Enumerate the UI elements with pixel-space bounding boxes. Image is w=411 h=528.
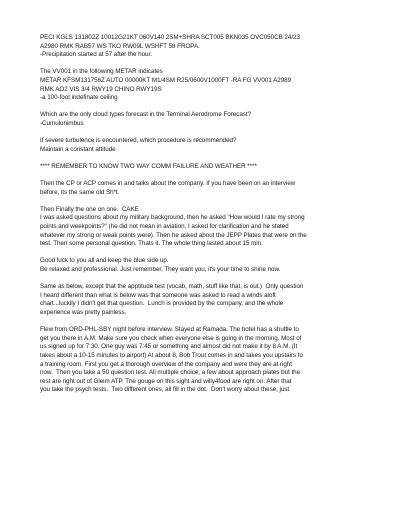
text-line: METAR KFSM131756Z AUTO 00000KT M1/4SM R25/0600V1000FT -RA FG VV001 A2989 [40, 76, 292, 84]
text-line: -a 100-foot indefinate ceiling [40, 94, 118, 102]
text-line: us signed up for 7:30. One guy was 7:45 or something and almost did not make it by 8 A.M. (It [40, 343, 298, 351]
text-line: Same as below, except that the apptitude test (vocab, math, stuff like that, is out.) Only question [40, 283, 304, 291]
text-line: takes about a 10-15 minutes to airport) At about 8, Bob Trout comes in and takes you upstairs to [40, 351, 303, 359]
text-line: a training room. First you get a thorough overview of the company and were they are at right [40, 360, 292, 368]
text-line: Be relaxed and professional. Just remember, They want you, it's your time to shine now. [40, 266, 281, 274]
text-line: test. Then some personal question. Thats it. The whole thing lasted about 15 min. [40, 240, 263, 248]
text-line: RMK AO2 VIS 3/4 RWY19 CHINO RWY19S [40, 85, 162, 93]
text-line: If severe turbulence is encountered, which procedure is recommended? [40, 137, 237, 145]
paragraph [40, 283, 385, 317]
text-line: before, its the same old Sh*t. [40, 188, 120, 196]
document-page [40, 34, 385, 404]
paragraph [40, 68, 385, 102]
text-line: Flew from ORD-PHL-SBY night before interview. Stayed at Ramada. The hotel has a shuttle to [40, 326, 299, 334]
paragraph [40, 163, 385, 172]
text-line: Maintain a constant attitude [40, 145, 116, 153]
text-line: experience was pretty painless. [40, 309, 127, 316]
paragraph [40, 257, 385, 274]
text-line: Which are the only cloud types forecast in the Terminal Aerodrome Forecast? [40, 111, 252, 119]
text-line: I heard different than what is below was that someone was asked to read a winds aloft [40, 291, 276, 299]
text-line: -Precipitation started at 57 after the hour. [40, 51, 152, 59]
paragraph [40, 137, 385, 154]
text-line: chart...luckily I didn't get that question. Lunch is provided by the company, and the whole [40, 300, 284, 308]
paragraph [40, 180, 385, 197]
text-line: Then the CP or ACP comes in and talks about the company. If you have been on an interview [40, 180, 296, 188]
text-line: The VV001 in the following METAR indicates [40, 68, 163, 76]
paragraph [40, 326, 385, 395]
paragraph [40, 111, 385, 128]
text-line: get you there in A.M. Make sure you check when everyone else is going in the morning. Most of [40, 334, 302, 342]
text-line: now. Then you take a 50 question test. All multiple choice, a few about approach plates but the [40, 369, 301, 377]
paragraph [40, 34, 385, 60]
text-line: I was asked questions about my military background, then he asked "How would I rate my strong [40, 214, 305, 222]
text-line: **** REMEMBER TO KNOW TWO WAY COMM FAILURE AND WEATHER **** [40, 162, 257, 170]
text-line: points and weekpoints?" (he did not mean in aviation, I asked for clarification and he stated [40, 223, 289, 231]
text-line: Then Finally the one on one. CAKE [40, 205, 139, 213]
text-line: -Cumulonimbus [40, 119, 84, 127]
text-line: rest are right out of Gleim ATP. The gouge on this sight and willy4food are right on. After that [40, 377, 292, 385]
paragraph [40, 206, 385, 249]
text-line: whatever my strong or weak points were). Then he asked about the JEPP Plates that were on the [40, 231, 307, 239]
text-line: Good luck to you all and keep the blue side up. [40, 257, 169, 265]
text-line: PECI KGLS 131802Z 10012G21KT 060V140 2SM+SHRA SCT005 BKN035 OVC050CB 24/23 [40, 34, 300, 41]
text-line: A2980 RMK RAB57 WS TKO RW09L WSHFT 58 FROPA. [40, 42, 200, 50]
text-line: you take the psych tests. Two different ones, all fill in the dot. Don't worry about these, just [40, 386, 290, 394]
